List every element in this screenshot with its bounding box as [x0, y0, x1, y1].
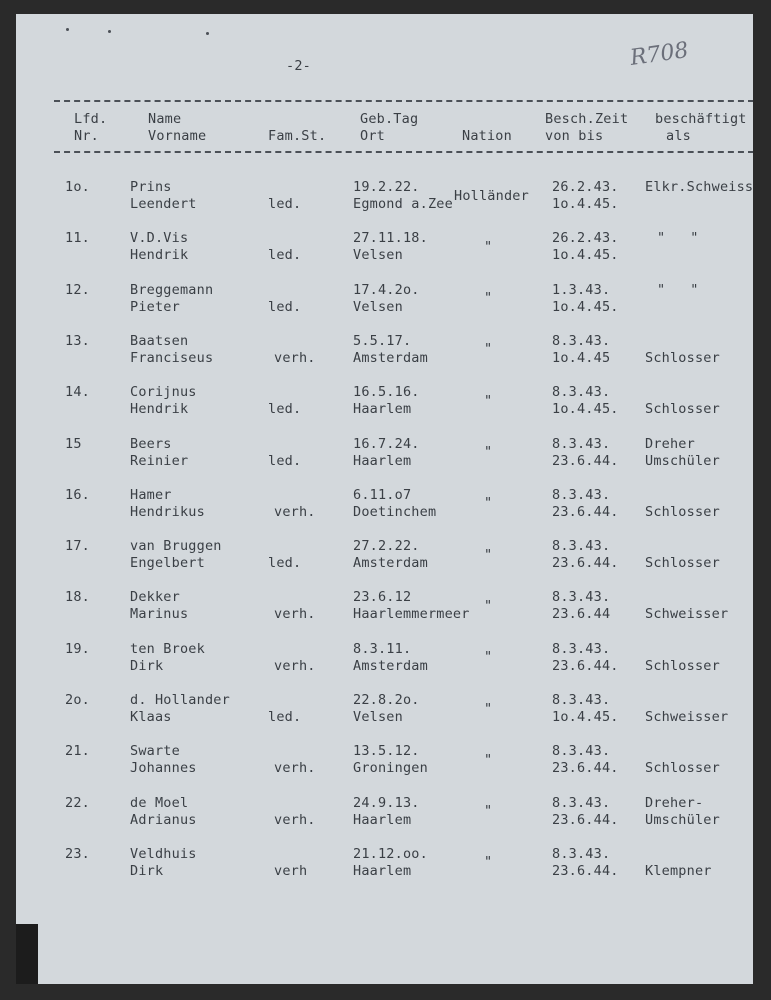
row-famst: led. [268, 196, 302, 212]
row-bis: 1o.4.45. [552, 298, 619, 315]
row-ort: Amsterdam [353, 349, 428, 366]
row-name: ten Broek [130, 640, 205, 657]
row-gebtag: 16.5.16. [353, 384, 420, 401]
document-page [16, 14, 753, 984]
row-bis: 23.6.44. [552, 657, 619, 674]
row-famst: verh. [274, 657, 316, 674]
row-gebtag: 21.12.oo. [353, 845, 428, 862]
row-gebtag: 22.8.2o. [353, 692, 420, 708]
row-number: 21. [65, 743, 90, 760]
row-bis: 23.6.44. [552, 811, 619, 828]
row-bis: 23.6.44. [552, 503, 619, 520]
row-ort: Velsen [353, 709, 403, 725]
row-vorname: Hendrikus [130, 503, 205, 520]
row-als-line2: Schlosser [645, 657, 720, 674]
row-gebtag: 19.2.22. [353, 179, 420, 195]
row-von: 8.3.43. [552, 384, 611, 401]
row-vorname: Franciseus [130, 349, 214, 366]
row-nation: " [484, 803, 493, 820]
header-bottom-rule [54, 151, 753, 153]
row-als-line2: Schweisser [645, 709, 729, 725]
row-gebtag: 27.2.22. [353, 538, 420, 555]
row-nation: " [484, 700, 493, 717]
row-als-line2: Klempner [645, 862, 712, 879]
header-nr: Nr. [74, 128, 99, 144]
row-nation: Holländer [454, 187, 529, 204]
row-als-line2: Schlosser [645, 349, 720, 366]
page-number: -2- [286, 58, 311, 74]
row-number: 1o. [65, 179, 90, 195]
header-beschaeftigt: beschäftigt [655, 111, 747, 127]
row-famst: led. [268, 709, 302, 725]
row-ort: Amsterdam [353, 657, 428, 674]
row-als-line1: " " [657, 281, 699, 298]
row-bis: 23.6.44 [552, 606, 611, 623]
header-lfd: Lfd. [74, 111, 108, 127]
row-bis: 1o.4.45 [552, 349, 611, 366]
row-nation: " [484, 290, 493, 307]
row-von: 8.3.43. [552, 640, 611, 657]
row-number: 14. [65, 384, 90, 401]
row-vorname: Klaas [130, 709, 172, 725]
row-vorname: Marinus [130, 606, 189, 623]
row-name: Hamer [130, 486, 172, 503]
row-famst: led. [268, 247, 302, 264]
row-ort: Amsterdam [353, 555, 428, 572]
row-vorname: Hendrik [130, 401, 189, 418]
header-vorname: Vorname [148, 128, 207, 144]
row-als-line1: Elkr.Schweiss [645, 179, 753, 195]
row-famst: verh. [274, 606, 316, 623]
row-nation: " [484, 751, 493, 768]
row-ort: Haarlem [353, 862, 412, 879]
ink-speck [66, 28, 69, 31]
row-number: 12. [65, 281, 90, 298]
row-von: 1.3.43. [552, 281, 611, 298]
row-number: 18. [65, 589, 90, 606]
row-bis: 1o.4.45. [552, 196, 619, 212]
row-number: 22. [65, 794, 90, 811]
row-famst: verh. [274, 811, 316, 828]
row-ort: Haarlem [353, 811, 412, 828]
row-gebtag: 13.5.12. [353, 743, 420, 760]
row-number: 2o. [65, 692, 90, 708]
page-corner-shadow [16, 924, 38, 984]
row-von: 26.2.43. [552, 230, 619, 247]
row-name: Beers [130, 435, 172, 452]
row-von: 26.2.43. [552, 179, 619, 195]
row-gebtag: 16.7.24. [353, 435, 420, 452]
row-number: 13. [65, 332, 90, 349]
row-name: Prins [130, 179, 172, 195]
row-ort: Velsen [353, 247, 403, 264]
row-vorname: Adrianus [130, 811, 197, 828]
row-gebtag: 5.5.17. [353, 332, 412, 349]
row-ort: Haarlem [353, 401, 412, 418]
row-name: Baatsen [130, 332, 189, 349]
ink-speck [108, 30, 111, 33]
row-als-line2: Umschüler [645, 811, 720, 828]
row-nation: " [484, 495, 493, 512]
row-name: d. Hollander [130, 692, 230, 708]
row-von: 8.3.43. [552, 435, 611, 452]
row-vorname: Dirk [130, 862, 164, 879]
row-ort: Egmond a.Zee [353, 196, 453, 212]
header-nation: Nation [462, 128, 512, 144]
row-famst: led. [268, 555, 302, 572]
row-gebtag: 17.4.2o. [353, 281, 420, 298]
header-name: Name [148, 111, 182, 127]
row-vorname: Dirk [130, 657, 164, 674]
row-gebtag: 6.11.o7 [353, 486, 412, 503]
row-bis: 1o.4.45. [552, 247, 619, 264]
row-als-line2: Schlosser [645, 401, 720, 418]
row-number: 17. [65, 538, 90, 555]
row-nation: " [484, 649, 493, 666]
row-von: 8.3.43. [552, 692, 611, 708]
row-von: 8.3.43. [552, 794, 611, 811]
row-als-line2: Umschüler [645, 452, 720, 469]
row-von: 8.3.43. [552, 332, 611, 349]
row-gebtag: 23.6.12 [353, 589, 412, 606]
row-number: 16. [65, 486, 90, 503]
header-top-rule [54, 100, 753, 102]
row-als-line1: " " [657, 230, 699, 247]
row-name: V.D.Vis [130, 230, 189, 247]
header-vonbis: von bis [545, 128, 604, 144]
row-vorname: Pieter [130, 298, 180, 315]
row-bis: 1o.4.45. [552, 709, 619, 725]
row-nation: " [484, 597, 493, 614]
row-als-line1: Dreher- [645, 794, 704, 811]
row-name: Dekker [130, 589, 180, 606]
row-vorname: Engelbert [130, 555, 205, 572]
row-number: 15 [65, 435, 82, 452]
row-famst: verh. [274, 349, 316, 366]
row-famst: led. [268, 298, 302, 315]
row-gebtag: 27.11.18. [353, 230, 428, 247]
row-von: 8.3.43. [552, 486, 611, 503]
row-bis: 23.6.44. [552, 862, 619, 879]
row-ort: Velsen [353, 298, 403, 315]
row-bis: 23.6.44. [552, 760, 619, 777]
header-gebtag: Geb.Tag [360, 111, 419, 127]
row-als-line2: Schlosser [645, 503, 720, 520]
header-beschzeit: Besch.Zeit [545, 111, 629, 127]
row-als-line2: Schweisser [645, 606, 729, 623]
header-ort: Ort [360, 128, 385, 144]
handwritten-annotation: R708 [628, 38, 691, 71]
row-vorname: Hendrik [130, 247, 189, 264]
ink-speck [206, 32, 209, 35]
row-name: Corijnus [130, 384, 197, 401]
row-bis: 23.6.44. [552, 452, 619, 469]
row-famst: led. [268, 401, 302, 418]
row-name: Breggemann [130, 281, 214, 298]
row-number: 11. [65, 230, 90, 247]
row-ort: Haarlem [353, 452, 412, 469]
row-gebtag: 24.9.13. [353, 794, 420, 811]
row-nation: " [484, 238, 493, 255]
row-von: 8.3.43. [552, 743, 611, 760]
row-famst: verh [274, 862, 308, 879]
row-nation: " [484, 444, 493, 460]
row-als-line1: Dreher [645, 435, 695, 452]
row-bis: 23.6.44. [552, 555, 619, 572]
row-von: 8.3.43. [552, 845, 611, 862]
row-ort: Doetinchem [353, 503, 437, 520]
row-famst: verh. [274, 503, 316, 520]
row-nation: " [484, 392, 493, 409]
row-number: 23. [65, 845, 90, 862]
row-als-line2: Schlosser [645, 555, 720, 572]
row-gebtag: 8.3.11. [353, 640, 412, 657]
row-nation: " [484, 546, 493, 563]
header-als: als [666, 128, 691, 144]
row-ort: Groningen [353, 760, 428, 777]
row-famst: verh. [274, 760, 316, 777]
row-famst: led. [268, 452, 302, 469]
row-als-line2: Schlosser [645, 760, 720, 777]
row-name: de Moel [130, 794, 189, 811]
row-name: Swarte [130, 743, 180, 760]
row-name: Veldhuis [130, 845, 197, 862]
row-name: van Bruggen [130, 538, 222, 555]
row-vorname: Reinier [130, 452, 189, 469]
row-nation: " [484, 854, 493, 871]
header-famst: Fam.St. [268, 128, 327, 144]
row-vorname: Johannes [130, 760, 197, 777]
row-von: 8.3.43. [552, 538, 611, 555]
row-number: 19. [65, 640, 90, 657]
row-vorname: Leendert [130, 196, 197, 212]
row-bis: 1o.4.45. [552, 401, 619, 418]
row-ort: Haarlemmermeer [353, 606, 470, 623]
row-von: 8.3.43. [552, 589, 611, 606]
row-nation: " [484, 341, 493, 358]
